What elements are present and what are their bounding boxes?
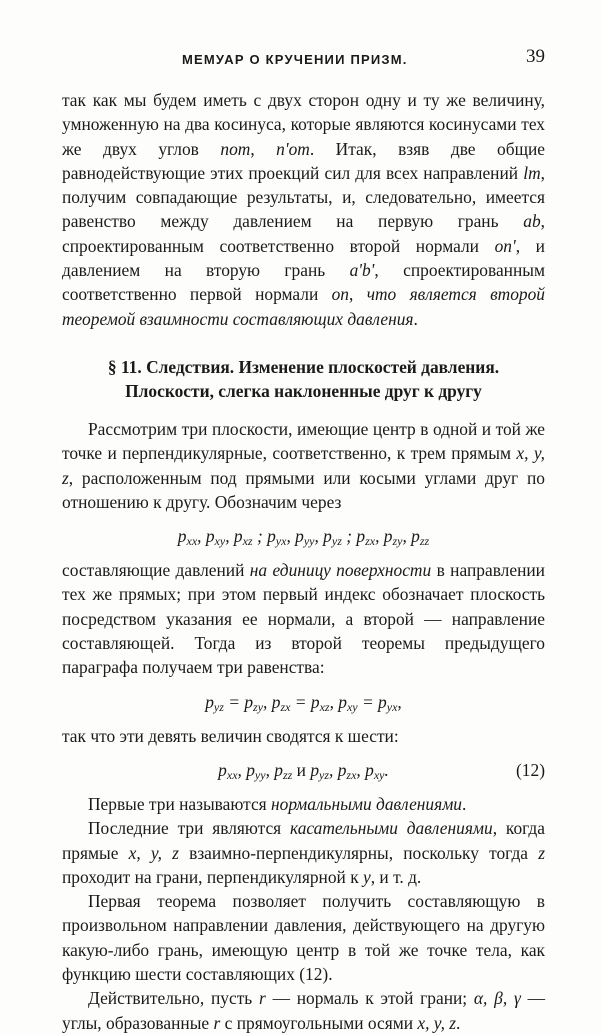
running-head: МЕМУАР О КРУЧЕНИИ ПРИЗМ.: [182, 52, 408, 67]
paragraph-3: составляющие давлений на единицу поверхности в направлении тех же прямых; при этом первый индекс обозначает плоскость посредством указания ее нормали, а второй — направление составляющей. Тогда из второй теоремы предыдущего параграфа получаем три равенства:: [62, 560, 545, 678]
paragraph-7: Первая теорема позволяет получить составляющую в произвольном направлении давления, действующего на другую какую-либо грань, имеющую центр в той же точке тела, как функцию шести составляющих (12).: [62, 891, 545, 985]
paragraph-4: так что эти девять величин сводятся к шести:: [62, 725, 399, 746]
paragraph-8: Действительно, пусть r — нормаль к этой грани; α, β, γ — углы, образованные r с прямоугольными осями x, y, z.: [62, 988, 545, 1033]
page-header: [62, 46, 545, 76]
formula-equalities: $p_{yz} = p_{zy}$, $p_{zx} = p_{xz}$, $p_{xy} = p_{yx}$,: [205, 691, 402, 714]
formula-pressure-components: $p_{xx}$, $p_{xy}$, $p_{xz}$ ; $p_{yx}$, $p_{yy}$, $p_{yz}$ ; $p_{zx}$, $p_{zy}$, $p_{zz}$: [177, 526, 430, 549]
formula-six-components-expr: $p_{xx}$, $p_{yy}$, $p_{zz}$ и $p_{yz}$, $p_{zx}$, $p_{xy}$.: [218, 759, 389, 782]
paragraph-2: Рассмотрим три плоскости, имеющие центр в одной и той же точке и перпендикулярные, соответственно, к трем прямым x, y, z, расположенным под прямыми или косыми углами друг по отношению к другу. Обозначим через: [62, 418, 545, 512]
paragraph-5: Первые три называются нормальными давлениями.: [88, 793, 467, 814]
section-heading-line-1: § 11. Следствия. Изменение плоскостей давления.: [107, 356, 500, 377]
paragraph-1: так как мы будем иметь с двух сторон одну и ту же величину, умноженную на два косинуса, которые являются косинусами тех же двух углов nom, n'om. Итак, взяв две общие равнодействующие этих проекций сил для всех направлений lm, получим совпадающие результаты, и, следовательно, имеется равенство между давлением на первую грань ab, спроектированным соответственно второй нормали on', и давлением на вторую грань a'b', спроектированным соответственно первой нормали on, что является второй теоремой взаимности составляющих давления.: [62, 90, 545, 329]
paragraph-6: Последние три являются касательными давлениями, когда прямые x, y, z взаимно-перпендикулярны, поскольку тогда z проходит на грани, перпендикулярной к y, и т. д.: [62, 818, 545, 887]
section-heading: [62, 355, 545, 403]
page-number: 39: [526, 46, 545, 67]
page-body: [62, 88, 545, 1035]
section-heading-line-2: Плоскости, слегка наклоненные друг к другу: [125, 380, 482, 401]
equation-number: (12): [516, 759, 545, 780]
formula-six-components: [62, 757, 545, 783]
